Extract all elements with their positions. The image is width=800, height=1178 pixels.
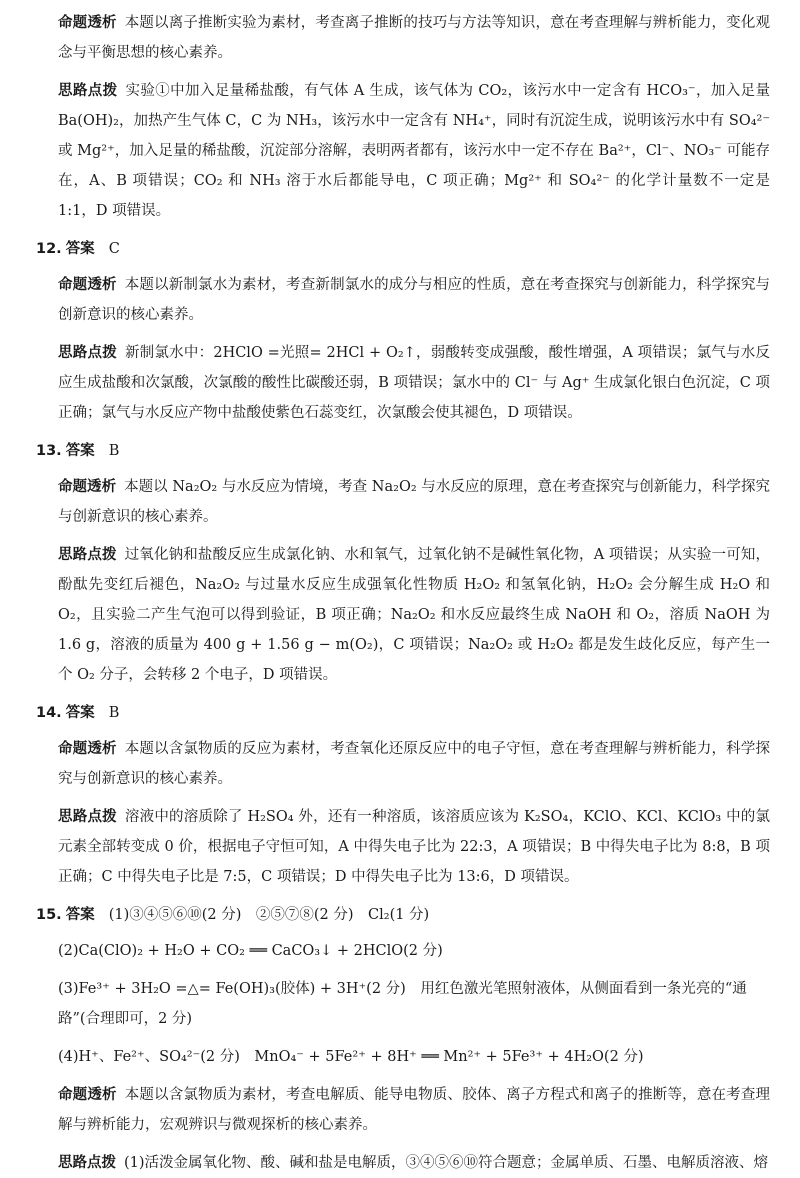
q15-number: 15. [36, 907, 62, 923]
q15-intent [36, 1080, 770, 1140]
q14-answer-label: 答案 [65, 705, 95, 721]
q13-analysis-text: 过氧化钠和盐酸反应生成氯化钠、水和氧气，过氧化钠不是碱性氧化物，A 项错误；从实验一可知，酚酞先变红后褪色，Na₂O₂ 与过量水反应生成强氧化性物质 H₂O₂ 和氢氧化钠，H₂O₂ 会分解生成 H₂O 和 O₂，且实验二产生气泡可以得到验证，B 项正确；Na₂O₂ 和水反应最终生成 NaOH 和 O₂，溶质 NaOH 为 1.6 g，溶液的质量为 400 g + 1.56 g − m(O₂)，C 项错误；Na₂O₂ 或 H₂O₂ 都是发生歧化反应，每产生一个 O₂ 分子，会转移 2 个电子，D 项错误。 [58, 547, 771, 683]
q14-analysis-text: 溶液中的溶质除了 H₂SO₄ 外，还有一种溶质，该溶质应该为 K₂SO₄，KClO、KCl、KClO₃ 中的氯元素全部转变成 0 价，根据电子守恒可知，A 中得失电子比为 22:3，A 项错误；B 中得失电子比为 8:8，B 项正确；C 中得失电子比是 7:5，C 项错误；D 中得失电子比为 13:6，D 项错误。 [58, 809, 771, 885]
q12-intent-text: 本题以新制氯水为素材，考查新制氯水的成分与相应的性质，意在考查探究与创新能力，科学探究与创新意识的核心素养。 [58, 277, 771, 323]
q14-header [36, 698, 770, 728]
q12-analysis-label: 思路点拨 [58, 345, 117, 361]
q13-number: 13. [36, 443, 62, 459]
q12-header [36, 234, 770, 264]
q11-analysis-text: 实验①中加入足量稀盐酸，有气体 A 生成，该气体为 CO₂，该污水中一定含有 HCO₃⁻，加入足量 Ba(OH)₂，加热产生气体 C，C 为 NH₃，该污水中一定含有 NH₄⁺，同时有沉淀生成，说明该污水中有 SO₄²⁻ 或 Mg²⁺，加入足量的稀盐酸，沉淀部分溶解，表明两者都有，该污水中一定不存在 Ba²⁺，Cl⁻、NO₃⁻ 可能存在，A、B 项错误；CO₂ 和 NH₃ 溶于水后都能导电，C 项正确；Mg²⁺ 和 SO₄²⁻ 的化学计量数不一定是 1:1，D 项错误。 [58, 83, 770, 219]
q13-intent-label: 命题透析 [58, 479, 117, 495]
q11-analysis [36, 76, 770, 226]
q11-intent [36, 8, 770, 68]
q14-intent [36, 734, 770, 794]
q12-answer: C [108, 241, 120, 257]
q14-answer: B [108, 705, 120, 721]
q11-analysis-label: 思路点拨 [58, 83, 118, 99]
q13-intent-text: 本题以 Na₂O₂ 与水反应为情境，考查 Na₂O₂ 与水反应的原理，意在考查探究与创新能力，科学探究与创新意识的核心素养。 [58, 479, 770, 525]
q11-intent-text: 本题以离子推断实验为素材，考查离子推断的技巧与方法等知识，意在考查理解与辨析能力，变化观念与平衡思想的核心素养。 [58, 15, 771, 61]
q15-analysis [36, 1148, 770, 1178]
q14-analysis-label: 思路点拨 [58, 809, 117, 825]
q13-answer-label: 答案 [65, 443, 95, 459]
q15-intent-text: 本题以含氯物质为素材，考查电解质、能导电物质、胶体、离子方程式和离子的推断等，意在考查理解与辨析能力，宏观辨识与微观探析的核心素养。 [58, 1087, 771, 1133]
q15-analysis-label: 思路点拨 [58, 1155, 116, 1171]
q14-number: 14. [36, 705, 62, 721]
q12-intent-label: 命题透析 [58, 277, 117, 293]
q15-part3: (3)Fe³⁺ + 3H₂O =△= Fe(OH)₃(胶体) + 3H⁺(2 分) 用红色激光笔照射液体，从侧面看到一条光亮的“通路”(合理即可，2 分) [58, 981, 747, 1027]
q12-intent [36, 270, 770, 330]
q11-intent-label: 命题透析 [58, 15, 117, 31]
q15-part1: (1)③④⑤⑥⑩(2 分) ②⑤⑦⑧(2 分) Cl₂(1 分) [108, 907, 430, 923]
q12-analysis-text: 新制氯水中：2HClO =光照= 2HCl + O₂↑，弱酸转变成强酸，酸性增强，A 项错误；氯气与水反应生成盐酸和次氯酸，次氯酸的酸性比碳酸还弱，B 项错误；氯水中的 Cl⁻ 与 Ag⁺ 生成氯化银白色沉淀，C 项正确；氯气与水反应产物中盐酸使紫色石蕊变红，次氯酸会使其褪色，D 项错误。 [58, 345, 770, 421]
q15-part2: (2)Ca(ClO)₂ + H₂O + CO₂ ══ CaCO₃↓ + 2HClO(2 分) [58, 943, 443, 959]
q15-part4: (4)H⁺、Fe²⁺、SO₄²⁻(2 分) MnO₄⁻ + 5Fe²⁺ + 8H⁺ ══ Mn²⁺ + 5Fe³⁺ + 4H₂O(2 分) [58, 1049, 644, 1065]
q13-intent [36, 472, 770, 532]
q15-header [36, 900, 770, 930]
q13-header [36, 436, 770, 466]
q13-analysis [36, 540, 770, 690]
q14-intent-text: 本题以含氯物质的反应为素材，考查氧化还原反应中的电子守恒，意在考查理解与辨析能力，科学探究与创新意识的核心素养。 [58, 741, 771, 787]
q15-intent-label: 命题透析 [58, 1087, 117, 1103]
q15-answer-label: 答案 [65, 907, 95, 923]
q12-analysis [36, 338, 770, 428]
q13-analysis-label: 思路点拨 [58, 547, 117, 563]
q14-analysis [36, 802, 770, 892]
q12-number: 12. [36, 241, 62, 257]
q15-analysis-text: (1)活泼金属氧化物、酸、碱和盐是电解质，③④⑤⑥⑩符合题意；金属单质、石墨、电解质溶液、熔 [124, 1155, 769, 1171]
q13-answer: B [108, 443, 120, 459]
q14-intent-label: 命题透析 [58, 741, 117, 757]
q12-answer-label: 答案 [65, 241, 95, 257]
